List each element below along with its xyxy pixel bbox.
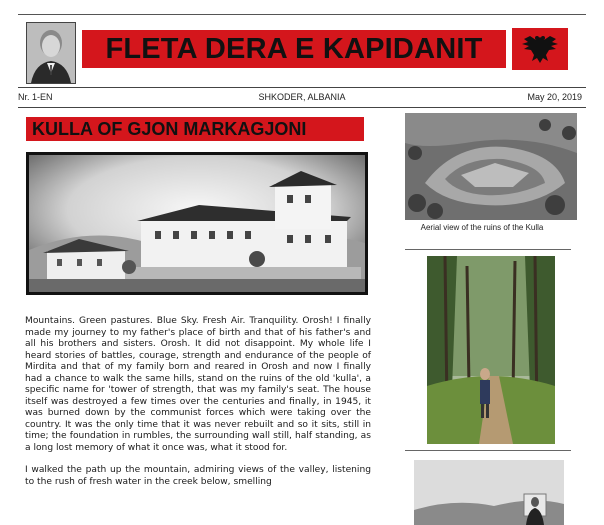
header-rule [18, 87, 586, 88]
article-headline-banner [26, 117, 364, 141]
masthead [82, 30, 506, 68]
location: SHKODER, ALBANIA [258, 92, 346, 102]
aerial-photo-caption: Aerial view of the ruins of the Kulla [420, 223, 544, 232]
sidebar-divider [405, 450, 571, 451]
sidebar-divider [405, 249, 571, 250]
albanian-eagle-flag-icon [512, 28, 568, 70]
portrait-photo [26, 22, 76, 84]
article-paragraph: I walked the path up the mountain, admiring views of the valley, listening to the rush of fresh water in the creek below, smelling [25, 465, 371, 487]
article-paragraph: Mountains. Green pastures. Blue Sky. Fresh Air. Tranquility. Orosh! I finally made my journey to my father's place of birth and that of his father's and all his brothers and sisters. Orosh. It did not disappoint. My whole life I heard stories of battles, courage, strength and endurance of the people of Mirdita and that of my family born and reared in Orosh and now I finally had a chance to walk the same hills, stand on the ruins of the old 'kulla', a specific name for 'tower of strength, that was my family's seat. The house itself was destroyed a few times over the centuries and finally, in 1945, it was burned down by the communist forces which were taking over the country. It was the only time that it was never rebuilt and so it sits, still in time; the foundation in rumbles, the surrounding wall still, half standing, as a long lost memory of what it once was, what it stood for. [25, 316, 371, 453]
aerial-ruins-photo [405, 113, 577, 220]
article-body [25, 316, 371, 499]
dateline-rule [18, 107, 586, 108]
article-headline: KULLA OF GJON MARKAGJONI [32, 118, 307, 139]
issue-number: Nr. 1-EN [18, 92, 53, 102]
top-rule [18, 14, 586, 15]
castle-tower-photo [26, 152, 368, 295]
forest-path-photo [427, 256, 555, 444]
mountain-man-photo [414, 460, 564, 525]
issue-date: May 20, 2019 [527, 92, 582, 102]
masthead-title: FLETA DERA E KAPIDANIT [105, 32, 483, 65]
dateline [18, 92, 586, 106]
